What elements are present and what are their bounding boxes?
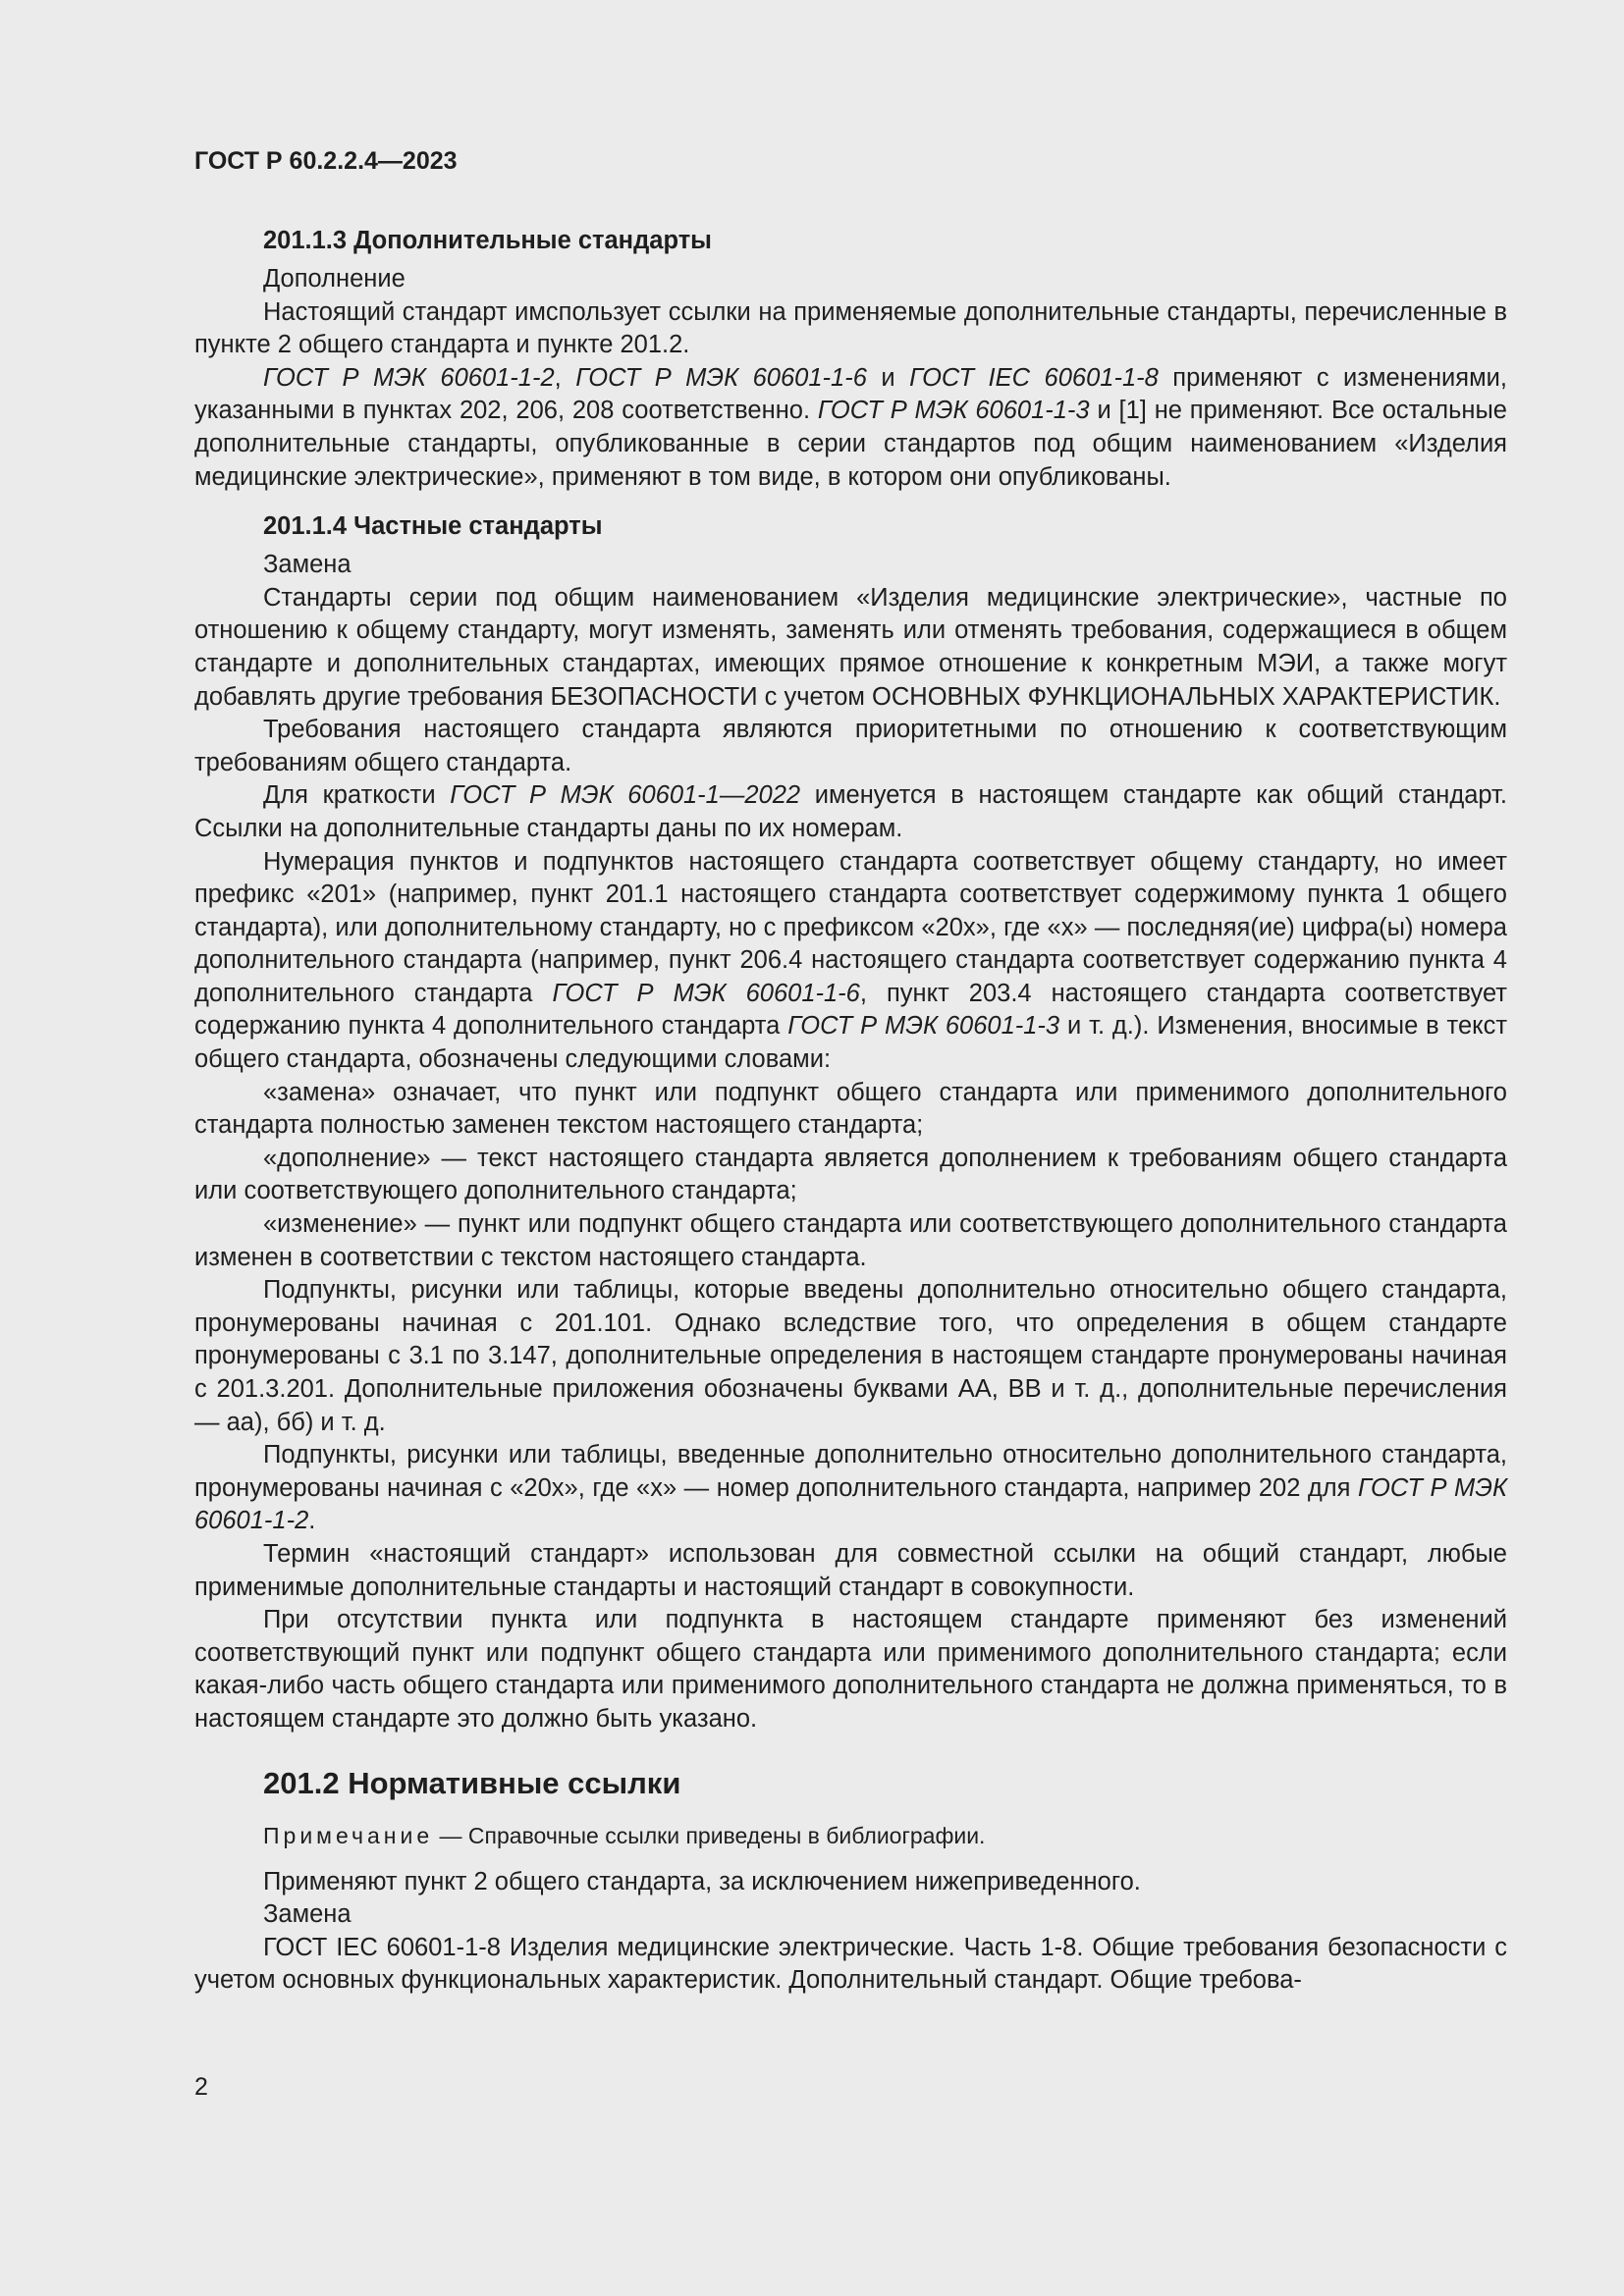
document-header: ГОСТ Р 60.2.2.4—2023 (194, 147, 458, 175)
note-label: Примечание (263, 1822, 434, 1848)
standard-reference: ГОСТ IEC 60601-1-8 (909, 363, 1159, 392)
amendment-label: Дополнение (263, 265, 406, 293)
standard-reference: ГОСТ Р МЭК 60601-1-3 (817, 397, 1090, 425)
paragraph: При отсутствии пункта или подпункта в настоящем стандарте применяют без изменений соответствующий пункт или подпункт общего стандарта или применимого дополнительного стандарта; если какая-либо часть общего стандарта или применимого дополнительного стандарта не должна применяться, то в настоящем стандарте это должно быть указано. (194, 1606, 1507, 1733)
amendment-label: Замена (263, 1900, 352, 1929)
paragraph: «дополнение» — текст настоящего стандарта является дополнением к требованиям общего стандарта или соответствующего дополнительного стандарта; (194, 1144, 1507, 1205)
standard-reference: ГОСТ Р МЭК 60601-1-3 (787, 1012, 1060, 1041)
paragraph: «замена» означает, что пункт или подпункт общего стандарта или применимого дополнительного стандарта полностью заменен текстом настоящего стандарта; (194, 1078, 1507, 1140)
standard-reference: ГОСТ Р МЭК 60601-1-6 (575, 363, 867, 392)
paragraph: Термин «настоящий стандарт» использован для совместной ссылки на общий стандарт, любые применимые дополнительные стандарты и настоящий стандарт в совокупности. (194, 1539, 1507, 1601)
paragraph: ГОСТ IEC 60601-1-8 Изделия медицинские электрические. Часть 1-8. Общие требования безопасности с учетом основных функциональных характеристик. Дополнительный стандарт. Общие требова- (194, 1933, 1507, 1995)
paragraph: Подпункты, рисунки или таблицы, введенные дополнительно относительно дополнительного стандарта, пронумерованы начиная с «20x», где «x» — номер дополнительного стандарта, например 202 для ГОСТ Р МЭК 60601-1-2. (194, 1441, 1507, 1535)
section-heading-201-2: 201.2 Нормативные ссылки (263, 1765, 681, 1800)
paragraph: Требования настоящего стандарта являются приоритетными по отношению к соответствующим требованиям общего стандарта. (194, 716, 1507, 776)
standard-reference: ГОСТ Р МЭК 60601-1-2 (263, 363, 555, 392)
standard-reference: ГОСТ Р МЭК 60601-1-2 (194, 1473, 1507, 1535)
paragraph: Подпункты, рисунки или таблицы, которые введены дополнительно относительно общего стандарта, пронумерованы начиная с 201.101. Однако вследствие того, что определения в общем стандарте пронумерованы с 3.1 по 3.147, дополнительные определения в настоящем стандарте пронумерованы начиная с 201.3.201. Дополнительные приложения обозначены буквами АА, ВВ и т. д., дополнительные перечисления — аа), бб) и т. д. (194, 1276, 1507, 1436)
paragraph: ГОСТ Р МЭК 60601-1-2, ГОСТ Р МЭК 60601-1-6 и ГОСТ IEC 60601-1-8 применяют с изменениями, указанными в пунктах 202, 206, 208 соответственно. ГОСТ Р МЭК 60601-1-3 и [1] не применяют. Все остальные дополнительные стандарты, опубликованные в серии стандартов под общим наименованием «Изделия медицинские электрические», применяют в том виде, в котором они опубликованы. (194, 363, 1507, 491)
amendment-label: Замена (263, 551, 352, 579)
page-number: 2 (194, 2073, 208, 2101)
standard-reference: ГОСТ Р МЭК 60601-1—2022 (450, 781, 801, 810)
document-body (194, 224, 1507, 1998)
note (194, 1821, 1507, 1850)
section-heading-201-1-4: 201.1.4 Частные стандарты (263, 512, 603, 541)
paragraph: Нумерация пунктов и подпунктов настоящего стандарта соответствует общему стандарту, но имеет префикс «201» (например, пункт 201.1 настоящего стандарта соответствует содержимому пункта 1 общего стандарта), или дополнительному стандарту, но с префиксом «20x», где «x» — последняя(ие) цифра(ы) номера дополнительного стандарта (например, пункт 206.4 настоящего стандарта соответствует содержанию пункта 4 дополнительного стандарта ГОСТ Р МЭК 60601-1-6, пункт 203.4 настоящего стандарта соответствует содержанию пункта 4 дополнительного стандарта ГОСТ Р МЭК 60601-1-3 и т. д.). Изменения, вносимые в текст общего стандарта, обозначены следующими словами: (194, 847, 1508, 1074)
paragraph: Настоящий стандарт имспользует ссылки на применяемые дополнительные стандарты, перечисленные в пункте 2 общего стандарта и пункте 201.2. (194, 297, 1507, 359)
paragraph: Применяют пункт 2 общего стандарта, за исключением нижеприведенного. (263, 1867, 1141, 1896)
section-heading-201-1-3: 201.1.3 Дополнительные стандарты (263, 227, 712, 254)
note-text: — Справочные ссылки приведены в библиографии. (433, 1822, 986, 1848)
paragraph: «изменение» — пункт или подпункт общего стандарта или соответствующего дополнительного стандарта изменен в соответствии с текстом настоящего стандарта. (194, 1210, 1507, 1271)
standard-reference: ГОСТ Р МЭК 60601-1-6 (552, 979, 860, 1007)
paragraph: Для краткости ГОСТ Р МЭК 60601-1—2022 именуется в настоящем стандарте как общий стандарт. Ссылки на дополнительные стандарты даны по их номерам. (194, 781, 1507, 842)
paragraph: Стандарты серии под общим наименованием «Изделия медицинские электрические», частные по отношению к общему стандарту, могут изменять, заменять или отменять требования, содержащиеся в общем стандарте и дополнительных стандартах, имеющих прямое отношение к конкретным МЭИ, а также могут добавлять другие требования БЕЗОПАСНОСТИ с учетом ОСНОВНЫХ ФУНКЦИОНАЛЬНЫХ ХАРАКТЕРИСТИК. (194, 583, 1507, 711)
